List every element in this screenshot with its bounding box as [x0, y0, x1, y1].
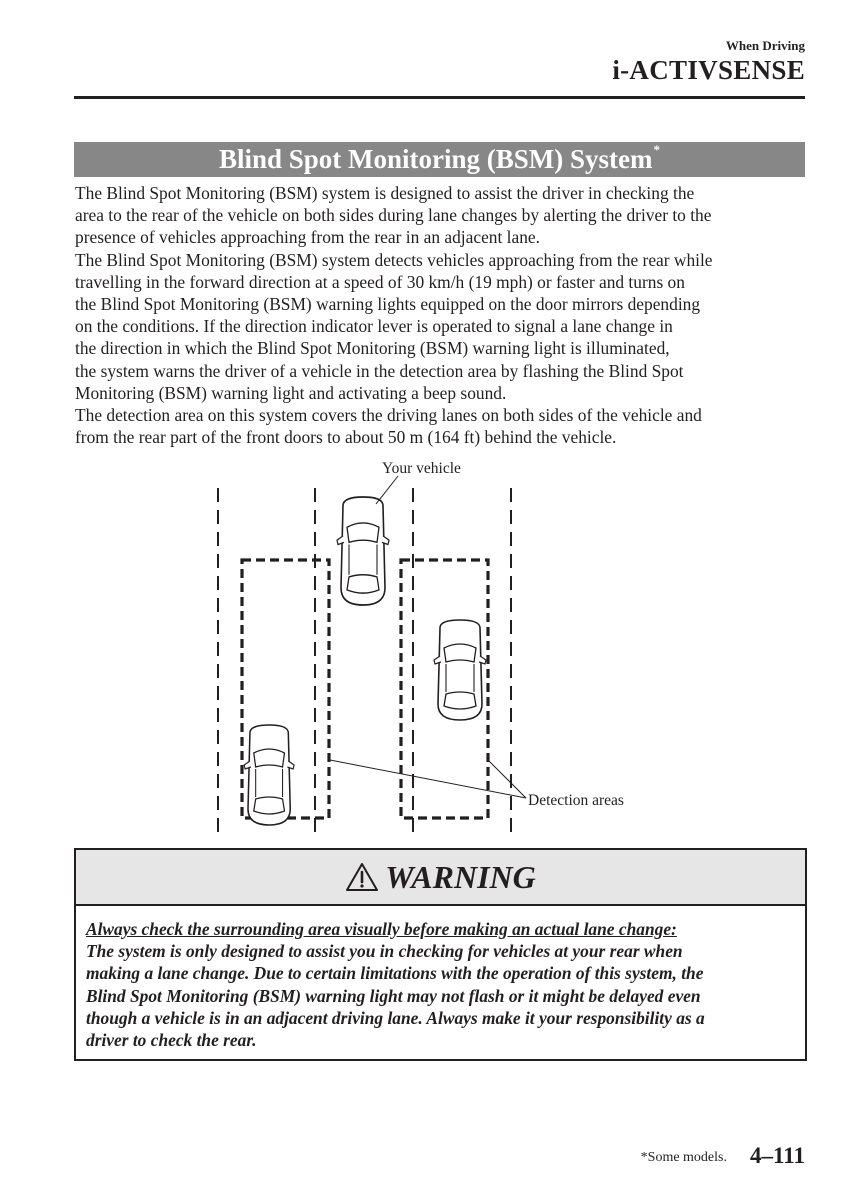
approaching-car-left	[244, 725, 294, 825]
warning-line: The system is only designed to assist you in checking for vehicles at your rear when	[86, 941, 683, 962]
body-line: presence of vehicles approaching from the rear in an adjacent lane.	[75, 227, 540, 248]
body-line: The Blind Spot Monitoring (BSM) system is designed to assist the driver in checking the	[75, 183, 695, 203]
page-number: 4–111	[750, 1143, 805, 1168]
warning-triangle-icon	[345, 862, 379, 892]
footnote: *Some models.	[640, 1150, 727, 1165]
body-line: The detection area on this system covers the driving lanes on both sides of the vehicle and	[75, 405, 702, 426]
warning-title: WARNING	[385, 858, 536, 895]
chapter-label: When Driving	[725, 38, 805, 53]
body-line: the direction in which the Blind Spot Monitoring (BSM) warning light is illuminated,	[75, 338, 670, 359]
your-vehicle-label: Your vehicle	[382, 460, 461, 477]
body-line: the system warns the driver of a vehicle in the detection area by flashing the Blind Spot	[75, 360, 684, 381]
body-line: The Blind Spot Monitoring (BSM) system detects vehicles approaching from the rear while	[75, 249, 713, 270]
some-models-marker: *	[653, 142, 661, 157]
warning-header	[76, 850, 805, 906]
your-vehicle-car	[337, 497, 389, 605]
body-line: Monitoring (BSM) warning light and activating a beep sound.	[75, 382, 507, 403]
body-line: area to the rear of the vehicle on both sides during lane changes by alerting the driver to the	[75, 205, 712, 226]
warning-line: driver to check the rear.	[86, 1030, 257, 1051]
body-line: from the rear part of the front doors to about 50 m (164 ft) behind the vehicle.	[75, 427, 617, 448]
warning-line: making a lane change. Due to certain limitations with the operation of this system, the	[86, 963, 704, 984]
warning-line: though a vehicle is in an adjacent driving lane. Always make it your responsibility as a	[86, 1007, 705, 1028]
approaching-car-right	[434, 620, 486, 720]
body-line: the Blind Spot Monitoring (BSM) warning lights equipped on the door mirrors depending	[75, 294, 701, 315]
detection-leader-line-left	[330, 760, 526, 798]
your-vehicle-leader-line	[376, 476, 398, 504]
body-line: on the conditions. If the direction indicator lever is operated to signal a lane change in	[75, 316, 673, 337]
detection-leader-line-right	[488, 760, 526, 798]
warning-line: Blind Spot Monitoring (BSM) warning light may not flash or it might be delayed even	[86, 985, 701, 1006]
section-heading-text: Blind Spot Monitoring (BSM) System	[218, 144, 653, 174]
warning-box	[74, 848, 807, 1061]
section-title: i-ACTIVSENSE	[612, 55, 805, 85]
detection-areas-label: Detection areas	[528, 792, 624, 809]
warning-lead: Always check the surrounding area visually before making an actual lane change:	[86, 919, 677, 939]
body-line: travelling in the forward direction at a speed of 30 km/h (19 mph) or faster and turns on	[75, 271, 685, 292]
warning-body	[76, 906, 805, 1051]
